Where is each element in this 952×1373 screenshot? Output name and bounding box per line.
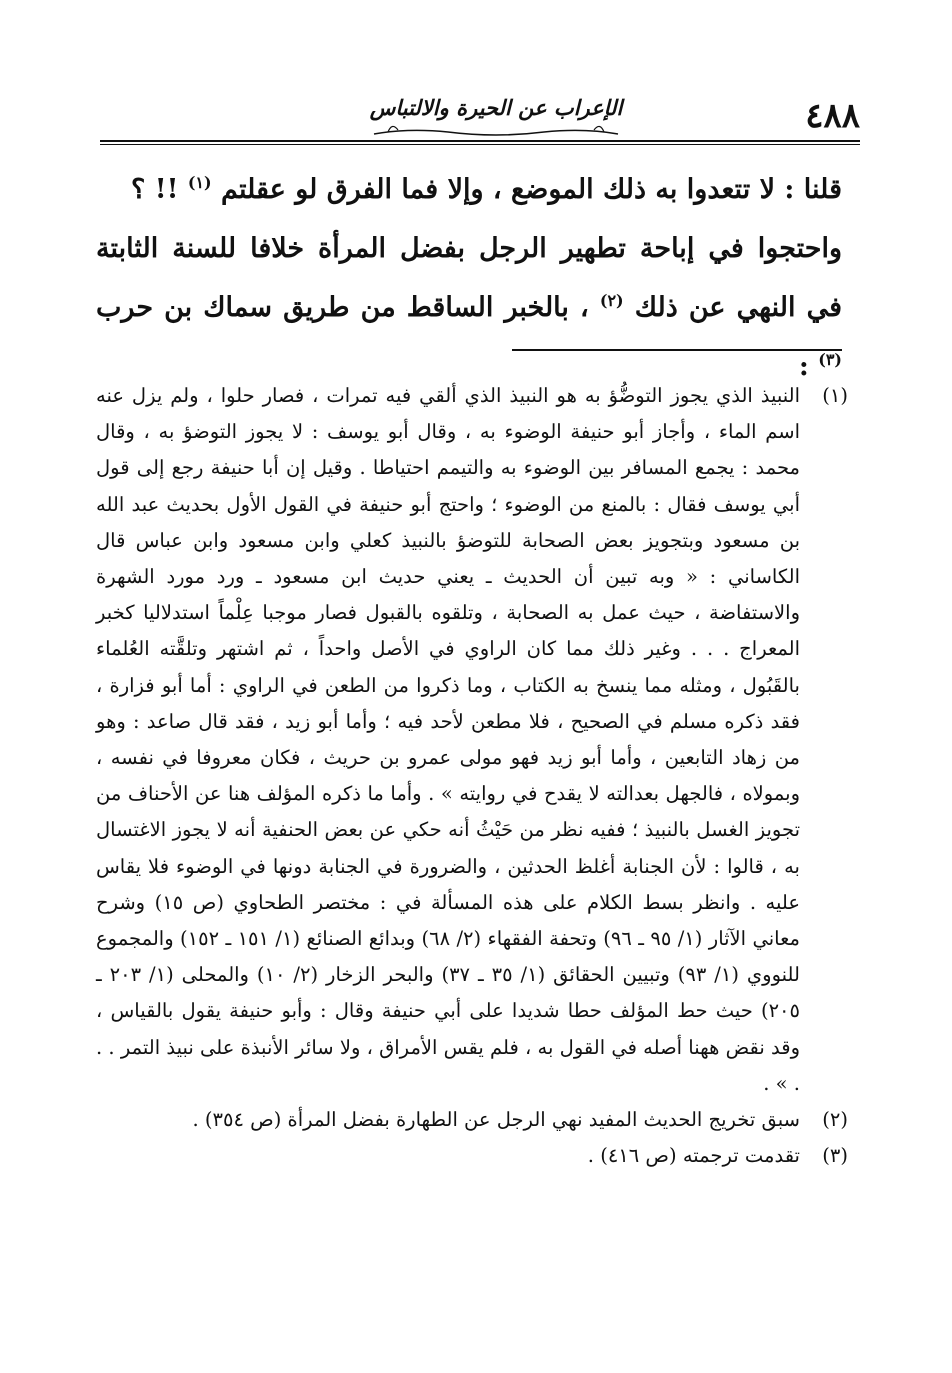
footnote-3 <box>96 1138 848 1174</box>
footnote-1 <box>96 378 848 1102</box>
page-number: ٤٨٨ <box>805 96 860 136</box>
running-title-text: الإعراب عن الحيرة والالتباس <box>369 95 623 120</box>
footnote-text: تقدمت ترجمته (ص ٤١٦) . <box>587 1144 800 1168</box>
footnotes-section <box>96 378 848 1174</box>
running-title <box>368 88 624 128</box>
footnote-2 <box>96 1102 848 1138</box>
title-ornament-icon <box>368 88 624 140</box>
main-text-segment: !! ؟ <box>131 174 179 205</box>
footnote-text: النبيذ الذي يجوز التوضُّؤ به هو النبيذ الذي ألقي فيه تمرات ، فصار حلوا ، ولم يزل عنه اسم الماء ، وأجاز أبو حنيفة الوضوء به ، وقال أبو يوسف : لا يجوز التوضؤ به ، وقال محمد : يجمع المسافر بين الوضوء به والتيمم احتياطا . وقيل إن أبا حنيفة رجع إلى قول أبي يوسف فقال : بالمنع من الوضوء ؛ واحتج أبو حنيفة في القول الأول بحديث عبد الله بن مسعود وبتجويز بعض الصحابة للتوضؤ بالنبيذ كعلي وابن مسعود وابن عباس قال الكاساني : « وبه تبين أن الحديث ـ يعني حديث ابن مسعود ـ ورد مورد الشهرة والاستفاضة ، حيث عمل به الصحابة ، وتلقوه بالقبول فصار موجبا عِلْماً استدلاليا كخبر المعراج . . . وغير ذلك مما كان الراوي في الأصل واحداً ، ثم اشتهر وتلقَّته العُلماء بالقَبُول ، ومثله مما ينسخ به الكتاب ، وما ذكروا من الطعن في الراوي : أما أبو فزارة ، فقد ذكره مسلم في الصحيح ، فلا مطعن لأحد فيه ؛ وأما أبو زيد ، فقد قال صاعد : وهو من زهاد التابعين ، وأما أبو زيد فهو مولى عمرو بن حريث ، فكان معروفا في نفسه ، وبمولاه ، فالجهل بعدالته لا يقدح في روايته » . وأما ما ذكره المؤلف هنا عن الأحناف من تجويز الغسل بالنبيذ ؛ ففيه نظر من حَيْثُ أنه حكي عن بعض الحنفية أنه لا يجوز الاغتسال به ، قالوا : لأن الجنابة أغلظ الحدثين ، والضرورة في الجنابة دونها في الوضوء فلا يقاس عليه . وانظر بسط الكلام على هذه المسألة في : مختصر الطحاوي (ص ١٥) وشرح معاني الآثار (١/ ٩٥ ـ ٩٦) وتحفة الفقهاء (٢/ ٦٨) وبدائع الصنائع (١/ ١٥١ ـ ١٥٢) والمجموع للنووي (١/ ٩٣) وتبيين الحقائق (١/ ٣٥ ـ ٣٧) والبحر الزخار (٢/ ١٠) والمحلى (١/ ٢٠٣ ـ ٢٠٥) حيث حط المؤلف حطا شديدا على أبي حنيفة وقال : وأبو حنيفة يقول بالقياس ، وقد نقض ههنا أصله في القول به ، فلم يقس الأمراق ، ولا سائر الأنبذة على نبيذ التمر . . . » . <box>96 384 800 1095</box>
main-text <box>96 160 842 396</box>
main-text-segment: قلنا : لا تتعدوا به ذلك الموضع ، وإلا فما الفرق لو عقلتم <box>221 174 842 205</box>
footnote-ref-1[interactable]: (١) <box>187 173 212 192</box>
footnote-text: سبق تخريج الحديث المفيد نهي الرجل عن الطهارة بفضل المرأة (ص ٣٥٤) . <box>192 1108 800 1132</box>
footnote-number: (١) <box>822 384 848 407</box>
main-text-segment: ، بالخبر الساقط من طريق سماك بن حرب <box>96 292 589 323</box>
page-header <box>100 88 860 148</box>
main-paragraph-2 <box>96 219 842 396</box>
main-text-segment: : <box>798 351 809 382</box>
main-paragraph-1 <box>96 160 842 219</box>
footnote-ref-3[interactable]: (٣) <box>818 350 842 369</box>
footnote-separator <box>512 349 842 351</box>
header-rule <box>100 140 860 142</box>
footnote-ref-2[interactable]: (٢) <box>599 291 624 310</box>
footnote-number: (٣) <box>822 1144 848 1168</box>
header-rule-thin <box>100 144 860 145</box>
main-text-segment: واحتجوا في إباحة تطهير الرجل بفضل المرأة خلافا للسنة الثابتة في النهي عن ذلك <box>96 233 842 323</box>
footnote-number: (٢) <box>822 1108 848 1132</box>
